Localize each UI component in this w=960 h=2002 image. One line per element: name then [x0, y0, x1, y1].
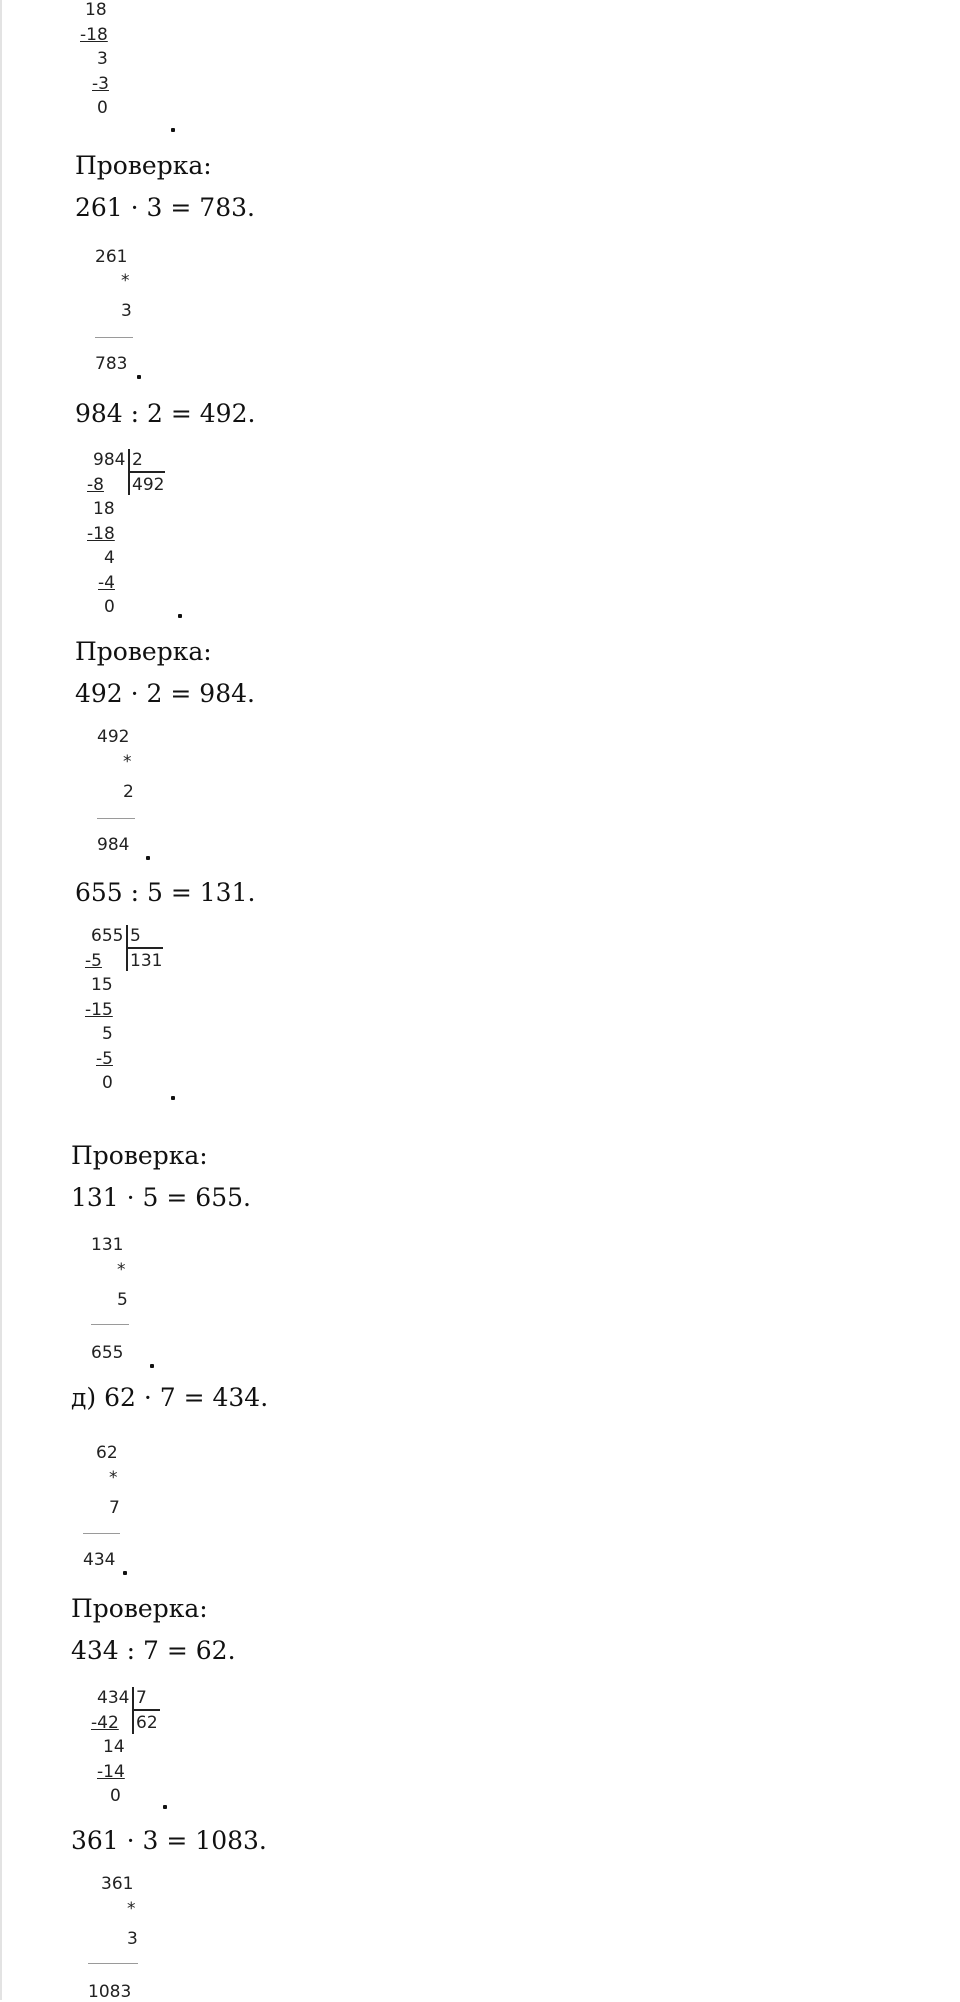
mult-sign: * — [109, 1468, 118, 1488]
div-row: 14 — [103, 1737, 125, 1757]
div-quotient: 492 — [132, 475, 165, 495]
div-row: 18 — [93, 499, 115, 519]
div-row: 18 — [85, 0, 107, 20]
div-horizontal-bar — [126, 947, 163, 949]
div-row: -5 — [96, 1049, 113, 1069]
period-mark — [123, 1571, 127, 1575]
equation: 261 · 3 = 783. — [75, 193, 255, 222]
period-mark — [150, 1364, 154, 1368]
page-left-border — [0, 0, 2, 2000]
mult-factor-a: 361 — [101, 1874, 134, 1894]
mult-factor-a: 492 — [97, 727, 130, 747]
mult-factor-b: 2 — [123, 782, 134, 802]
equation: 984 : 2 = 492. — [75, 399, 256, 428]
div-row: 3 — [97, 49, 108, 69]
mult-result: 655 — [91, 1343, 124, 1363]
div-row: -4 — [98, 573, 115, 593]
equation: 434 : 7 = 62. — [71, 1636, 236, 1665]
div-quotient: 62 — [136, 1713, 158, 1733]
div-row: 0 — [102, 1073, 113, 1093]
mult-sign: * — [123, 752, 132, 772]
equation: 131 · 5 = 655. — [71, 1183, 251, 1212]
mult-line — [95, 337, 133, 338]
div-divisor: 5 — [130, 926, 141, 946]
period-mark — [171, 128, 175, 132]
mult-factor-a: 62 — [96, 1443, 118, 1463]
equation: 655 : 5 = 131. — [75, 878, 256, 907]
mult-result: 984 — [97, 835, 130, 855]
mult-factor-b: 7 — [109, 1498, 120, 1518]
mult-line — [91, 1324, 129, 1325]
div-divisor: 7 — [136, 1688, 147, 1708]
mult-line — [88, 1963, 138, 1964]
mult-factor-b: 5 — [117, 1290, 128, 1310]
mult-factor-a: 131 — [91, 1235, 124, 1255]
mult-sign: * — [117, 1260, 126, 1280]
div-row: 15 — [91, 975, 113, 995]
div-row: 5 — [102, 1024, 113, 1044]
div-row: 0 — [110, 1786, 121, 1806]
check-label: Проверка: — [71, 1594, 208, 1623]
div-dividend: 984 — [93, 450, 126, 470]
mult-factor-a: 261 — [95, 247, 128, 267]
period-mark — [171, 1096, 175, 1100]
div-row: -8 — [87, 475, 104, 495]
div-row: -18 — [80, 25, 108, 45]
div-row: 0 — [97, 98, 108, 118]
div-row: -42 — [91, 1713, 119, 1733]
mult-result: 783 — [95, 354, 128, 374]
mult-result: 434 — [83, 1550, 116, 1570]
div-dividend: 434 — [97, 1688, 130, 1708]
mult-result: 1083 — [88, 1982, 132, 2002]
div-row: -15 — [85, 1000, 113, 1020]
period-mark — [178, 614, 182, 618]
div-row: 4 — [104, 548, 115, 568]
div-row: -5 — [85, 951, 102, 971]
div-dividend: 655 — [91, 926, 124, 946]
div-horizontal-bar — [132, 1709, 160, 1711]
check-label: Проверка: — [75, 151, 212, 180]
div-horizontal-bar — [128, 471, 165, 473]
mult-factor-b: 3 — [121, 301, 132, 321]
equation: д) 62 · 7 = 434. — [71, 1383, 269, 1412]
period-mark — [163, 1805, 167, 1809]
mult-factor-b: 3 — [127, 1929, 138, 1949]
div-divisor: 2 — [132, 450, 143, 470]
check-label: Проверка: — [75, 637, 212, 666]
mult-line — [97, 818, 135, 819]
div-row: -18 — [87, 524, 115, 544]
div-row: 0 — [104, 597, 115, 617]
div-quotient: 131 — [130, 951, 163, 971]
mult-line — [83, 1533, 120, 1534]
equation: 361 · 3 = 1083. — [71, 1826, 267, 1855]
div-row: -14 — [97, 1762, 125, 1782]
mult-sign: * — [127, 1899, 136, 1919]
equation: 492 · 2 = 984. — [75, 679, 255, 708]
div-row: -3 — [92, 74, 109, 94]
check-label: Проверка: — [71, 1141, 208, 1170]
period-mark — [146, 856, 150, 860]
period-mark — [137, 375, 141, 379]
mult-sign: * — [121, 271, 130, 291]
